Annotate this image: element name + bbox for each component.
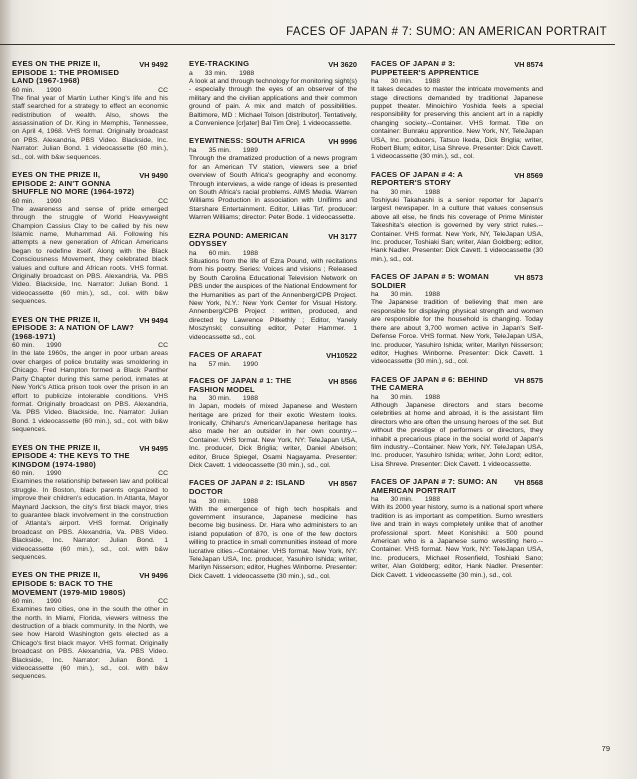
entry-meta-field: CC bbox=[158, 197, 168, 205]
entry-meta-field: 1988 bbox=[424, 78, 440, 86]
entry-title-row bbox=[371, 273, 543, 290]
header-rule bbox=[0, 44, 615, 45]
entry-call-number: VH 9492 bbox=[139, 60, 168, 69]
catalog-entry bbox=[0, 171, 168, 307]
entry-meta-field: 1988 bbox=[424, 496, 440, 504]
entry-meta-field: 60 min. bbox=[12, 470, 35, 478]
entry-title-row bbox=[371, 478, 543, 495]
entry-meta-field: 1988 bbox=[242, 395, 258, 403]
entry-meta-field: CC bbox=[158, 470, 168, 478]
entry-meta-field: 1990 bbox=[46, 598, 62, 606]
entry-meta-field: 1988 bbox=[242, 497, 258, 505]
entry-title-row bbox=[0, 571, 168, 597]
entry-meta bbox=[371, 291, 543, 298]
entry-description: Although Japanese directors and stars become celebrities at home and abroad, it is the assistant film directors who are often the unsung heroes of the set. But without the prestige of performers or directors, they inhabit a precarious place in the social world of Japan's film industry.--Container. New York, NY. TeleJapan USA, Inc. producer, Yasuhiro Ishida; writer, John Lord; editor, Lisa Shreve. Presenter: Dick Cavett. 1 videocassette. bbox=[371, 401, 543, 468]
entry-description: Situations from the life of Ezra Pound, with recitations from his poetry. Series: Voices and visions ; Released by South Carolina Educational Television Network on PBS under the auspices of the National Endowment for the Humanities as part of the Annenberg/CPB Project. New York, N.Y.: New York Center for Visual History. Annenberg/CPB Project : written, produced, and directed by Lawrence Pitkethly ; Editor, Yanely Moszynski; consulting editor, Peter Hammer. 1 videocassette sd., col. bbox=[189, 257, 357, 341]
entry-meta bbox=[189, 70, 357, 77]
entry-meta bbox=[371, 496, 543, 503]
entry-title-row bbox=[189, 351, 357, 360]
entry-meta-field: 60 min. bbox=[12, 86, 35, 94]
entry-call-number: VH 9495 bbox=[139, 443, 168, 453]
entry-title: FACES OF JAPAN # 1: THE FASHION MODEL bbox=[189, 375, 292, 394]
entry-call-number: VH 9494 bbox=[139, 315, 168, 325]
running-header: FACES OF JAPAN # 7: SUMO: AN AMERICAN PORTRAIT bbox=[286, 26, 607, 38]
entry-call-number: VH 3620 bbox=[328, 60, 357, 69]
entry-meta-field: ha bbox=[371, 393, 379, 401]
entry-call-number: VH10522 bbox=[326, 350, 357, 360]
entry-meta bbox=[189, 395, 357, 402]
entry-meta bbox=[189, 361, 357, 368]
entry-meta-field: ha bbox=[189, 360, 197, 368]
entry-meta-field: 1990 bbox=[46, 86, 62, 94]
entry-title-row bbox=[189, 377, 357, 394]
catalog-entry bbox=[0, 444, 168, 563]
column-3 bbox=[371, 60, 543, 589]
entry-meta-field: 60 min. bbox=[12, 342, 35, 350]
entry-meta-field: 30 min. bbox=[390, 189, 413, 197]
entry-meta-field: ha bbox=[371, 78, 379, 86]
entry-title: FACES OF JAPAN # 2: ISLAND DOCTOR bbox=[189, 478, 306, 496]
catalog-entry bbox=[371, 60, 543, 162]
entry-description: The Japanese tradition of believing that men are responsible for displaying physical strength and women are responsible for the household is changing. Today there are about 3,700 women active in Japan's Self-Defense Force. VHS format. New York, TeleJapan USA, Inc. producer, Yasuhiro Ishida; writer, Marilyn Nisserson; editor, Hughes Winborne. Presenter: Dick Cavett. 1 videocassette (30 min.), sd., col. bbox=[371, 299, 543, 366]
entry-meta-field: 1990 bbox=[242, 360, 258, 368]
catalog-entry bbox=[371, 273, 543, 366]
entry-description: With its 2000 year history, sumo is a national sport where tradition is as important as competition. Sumo wrestlers live and train in ways completely unlike that of another professional sport. Meet Konishiki: a 500 pound American who is a Japanese sumo wrestling hero.--Container. VHS format. New York, NY: TeleJapan USA, Inc. producers, Michael Rosenfield, Toshiaki Sano; writer, Alan Goldberg; editor, Hank Nadler. Presenter: Dick Cavett. 1 videocassette (30 min.), sd., col. bbox=[371, 504, 543, 579]
entry-title-row bbox=[189, 60, 357, 69]
entry-meta-field: 30 min. bbox=[208, 395, 231, 403]
catalog-entry bbox=[0, 571, 168, 681]
entry-meta-field: 30 min. bbox=[208, 497, 231, 505]
entry-meta-field: 1989 bbox=[242, 147, 258, 155]
entry-meta-field: 1988 bbox=[424, 393, 440, 401]
entry-description: In Japan, models of mixed Japanese and Western heritage are prized for their exotic Western looks. Ironically, Chiharu's American/Japanese heritage has also made her an outsider in her own country.--Container. VHS format. New York, NY: TeleJapan USA, Inc. producer, Dick Briglia; writer, Daniel Abelson; editor, Bruce Spiegel, Osami Nagayama. Presenter: Dick Cavett. 1 videocassette (30 min.), sd., col. bbox=[189, 403, 357, 469]
entry-meta bbox=[371, 189, 543, 196]
catalog-entry bbox=[189, 232, 357, 342]
entry-title: FACES OF ARAFAT bbox=[189, 349, 263, 359]
entry-title: EYEWITNESS: SOUTH AFRICA bbox=[189, 136, 306, 146]
column-2 bbox=[189, 60, 357, 590]
entry-meta-field: 33 min. bbox=[204, 70, 228, 77]
entry-description: Through the dramatized production of a news program for an American TV station, viewers see a brief overview of South Africa's geography and economy. Through interviews, a wide range of ideas is presented on South Africa's racial problems. AIMS Media. Warren Williams Production in association with Unifilms and Starshare Entertainment. Editor, Lillias Tirf. producer: Warren Williams; director: Peter Bode. 1 videocassette. bbox=[189, 155, 357, 222]
entry-title: FACES OF JAPAN # 4: A REPORTER'S STORY bbox=[371, 169, 463, 188]
entry-description: A look at and through technology for monitoring sight(s) - especially through the eyes of an observer of the military and the civilian applications and their common ground of pain. A mix and match of possibilities. Baltimore, MD : Michael Tolson [distributor]. Tentatively, a Convenience [cr]ater] Bal Tim Ore]. 1 videocassette. bbox=[189, 78, 357, 128]
entry-meta-field: CC bbox=[158, 598, 168, 606]
entry-call-number: VH 3177 bbox=[328, 231, 357, 241]
entry-call-number: VH 8566 bbox=[328, 376, 357, 386]
entry-description: Examines the relationship between law and political struggle. In Boston, black parents organized to improve their children's education. In Atlanta, Mayor Maynard Jackson, the city's first black mayor, tries to guarantee black involvement in the construction of Atlanta's airport. VHS format. Originally broadcast on PBS. Alexandria, Va. PBS Video. Blackside, Inc. Narrator: Julian Bond. 1 videocassette (60 min.), sd., col. with b&w sequences. bbox=[12, 478, 168, 561]
entry-meta-field: ha bbox=[189, 497, 197, 505]
entry-meta bbox=[0, 87, 168, 94]
entry-meta-field: CC bbox=[158, 342, 168, 350]
entry-title: FACES OF JAPAN # 7: SUMO: AN AMERICAN PORTRAIT bbox=[371, 477, 498, 495]
catalog-entry bbox=[189, 377, 357, 470]
entry-description: In the late 1960s, the anger in poor urban areas over charges of police brutality was smoldering in Chicago. Fred Hampton formed a Black Panther Party Chapter during this same period, inmates at New York's Attica prison took over the prison in an effort to publicize intolerable conditions. VHS format. Originally broadcast on PBS. Alexandria, Va. PBS Video. Blackside, Inc. Narrator: Julian Bond. 1 videocassette (60 min.), sd., col. with b&w sequences. bbox=[12, 350, 168, 434]
entry-meta-field: 1990 bbox=[46, 470, 62, 478]
entry-description: With the emergence of high tech hospitals and government insurance, Japanese medicine has become big business. Dr. Hara who administers to an island population of 870, is one of the few doctors willing to practice in small communities instead of more lucrative cities.--Container. VHS format. New York, NY: TeleJapan USA, Inc. producer, Yasuhiro Ishida; writer, Marilyn Nisserson; editor, Hughes Winborne. Presenter: Dick Cavett. 1 videocassette (30 min.), sd., col. bbox=[189, 505, 357, 580]
page-number: 79 bbox=[601, 744, 610, 753]
catalog-entry bbox=[0, 60, 168, 162]
entry-description: Toshiyuki Takahashi is a senior reporter for Japan's largest newspaper. In a culture that values consensus above all else, he finds his coverage of Prime Minister Takeshita's election is governed by very strict rules.--Container. VHS format. New York, NY, TeleJapan USA, Inc. producer, Toshiaki San; writer, Alan Goldberg; editor, Hank Nadler. Presenter: Dick Cavett. 1 videocassette (30 min.), sd., col. bbox=[371, 197, 543, 263]
entry-meta-field: ha bbox=[371, 496, 379, 504]
catalog-entry bbox=[371, 376, 543, 469]
entry-description: The final year of Martin Luther King's life and his staff searched for a strategy to effect an economic redistribution of wealth. Also, shows the assassination of Dr. King in Memphis, Tennessee, on April 4, 1968. VHS format. Originally broadcast on PBS. Alexandria, PBS Video. Blackside, Inc. Narrator: Julian Bond. 1 videocassette (60 min.), sd., col. with b&w sequences. bbox=[12, 94, 168, 161]
entry-meta-field: 30 min. bbox=[390, 291, 413, 299]
entry-call-number: VH 8568 bbox=[514, 478, 543, 488]
entry-title: EYES ON THE PRIZE II, EPISODE 2: AIN'T GONNA SHUFFLE NO MORE (1964-1972) bbox=[12, 170, 135, 197]
entry-title: EYE-TRACKING bbox=[189, 59, 250, 68]
entry-meta bbox=[189, 147, 357, 154]
entry-meta bbox=[0, 470, 168, 477]
entry-meta-field: 1988 bbox=[424, 291, 440, 299]
entry-title-row bbox=[0, 171, 168, 197]
entry-meta bbox=[371, 78, 543, 85]
entry-title: EYES ON THE PRIZE II, EPISODE 5: BACK TO THE MOVEMENT (1979-MID 1980S) bbox=[12, 570, 126, 597]
entry-description: Examines two cities, one in the south the other in the north. In Miami, Florida, viewers witness the destruction of a black community. In the North, we see how Harold Washington gets elected as a Chicago's first black mayor. VHS format. Originally broadcast on PBS. Alexandria, Va. PBS Video. Blackside, Inc. Narrator: Julian Bond. 1 videocassette (60 min.), sd., col. with b&w sequences. bbox=[12, 606, 168, 681]
entry-meta bbox=[0, 198, 168, 205]
entry-meta-field: 35 min. bbox=[208, 147, 231, 155]
entry-title: FACES OF JAPAN # 3: PUPPETEER'S APPRENTICE bbox=[371, 59, 480, 77]
entry-title: EYES ON THE PRIZE II, EPISODE 1: THE PROMISED LAND (1967-1968) bbox=[12, 59, 120, 86]
entry-meta-field: 60 min. bbox=[12, 197, 35, 205]
entry-meta-field: CC bbox=[158, 86, 168, 94]
entry-meta-field: a bbox=[189, 70, 193, 77]
entry-title-row bbox=[371, 376, 543, 393]
entry-meta-field: 60 min. bbox=[12, 598, 35, 606]
entry-title: EZRA POUND: AMERICAN ODYSSEY bbox=[189, 230, 289, 249]
entry-meta-field: ha bbox=[189, 147, 197, 155]
entry-title-row bbox=[189, 232, 357, 249]
catalog-entry bbox=[371, 478, 543, 580]
entry-title: EYES ON THE PRIZE II, EPISODE 4: THE KEYS TO THE KINGDOM (1974-1980) bbox=[12, 442, 130, 469]
entry-meta-field: ha bbox=[189, 395, 197, 403]
catalog-entry bbox=[0, 316, 168, 435]
entry-meta bbox=[189, 250, 357, 257]
entry-call-number: VH 8575 bbox=[514, 375, 543, 385]
entry-title-row bbox=[189, 137, 357, 146]
entry-title-row bbox=[189, 479, 357, 496]
catalog-entry bbox=[189, 60, 357, 128]
entry-call-number: VH 8573 bbox=[514, 273, 543, 283]
entry-meta-field: ha bbox=[371, 291, 379, 299]
entry-title-row bbox=[0, 316, 168, 342]
entry-meta-field: 57 min. bbox=[208, 360, 231, 368]
entry-meta-field: 1988 bbox=[239, 70, 255, 77]
entry-description: The awareness and sense of pride emerged through the struggle of World Heavyweight Champion Cassius Clay to be called by his new Islamic name, Muhammad Ali. Following his attempts a new generation of African Americans began to redefine itself. Along with the Black Consciousness Movement, they celebrated black values and culture and African roots. VHS format. Originally broadcast on PBS. Alexandria, Va. PBS Video. Blackside, Inc. Narrator: Julian Bond. 1 videocassette (60 min.), sd., col. with b&w sequences. bbox=[12, 205, 168, 306]
entry-meta-field: ha bbox=[189, 249, 197, 257]
entry-call-number: VH 9490 bbox=[139, 171, 168, 181]
entry-title-row bbox=[371, 171, 543, 188]
entry-meta-field: 30 min. bbox=[390, 393, 413, 401]
catalog-entry bbox=[371, 171, 543, 264]
catalog-entry bbox=[189, 137, 357, 222]
entry-call-number: VH 8574 bbox=[514, 60, 543, 69]
catalog-entry bbox=[189, 351, 357, 368]
column-1 bbox=[0, 60, 168, 691]
entry-description: It takes decades to master the intricate movements and stage directions demanded by traditional Japanese puppet theater. Minoichiro Yoshida feels a special responsibility for preserving this ancient art in a rapidly changing society.--Container. VHS format. Title on container: Bunraku apprentice. New York, NY, TeleJapan USA, Inc. producers, Tatsuo Ikeda, Dick Briglia; writer, Robert Blum; editor, Lisa Shreve. Presenter: Dick Cavett. 1 videocassette (30 min.), sd., col. bbox=[371, 86, 543, 161]
entry-title-row bbox=[0, 444, 168, 470]
entry-meta-field: 1990 bbox=[46, 342, 62, 350]
entry-meta-field: 1990 bbox=[46, 197, 62, 205]
entry-call-number: VH 8569 bbox=[514, 170, 543, 180]
entry-meta bbox=[371, 394, 543, 401]
entry-meta-field: 60 min. bbox=[208, 249, 231, 257]
entry-title: FACES OF JAPAN # 5: WOMAN SOLDIER bbox=[371, 272, 489, 290]
entry-meta-field: 30 min. bbox=[390, 496, 413, 504]
entry-meta-field: 30 min. bbox=[390, 78, 413, 86]
entry-call-number: VH 8567 bbox=[328, 479, 357, 489]
entry-meta bbox=[0, 342, 168, 349]
entry-title-row bbox=[371, 60, 543, 77]
entry-title: EYES ON THE PRIZE II, EPISODE 3: A NATION OF LAW? (1968-1971) bbox=[12, 314, 134, 341]
entry-meta-field: 1988 bbox=[424, 189, 440, 197]
entry-title-row bbox=[0, 60, 168, 86]
entry-meta bbox=[0, 598, 168, 605]
entry-title: FACES OF JAPAN # 6: BEHIND THE CAMERA bbox=[371, 374, 488, 393]
entry-call-number: VH 9496 bbox=[139, 571, 168, 581]
entry-call-number: VH 9996 bbox=[328, 137, 357, 147]
entry-meta-field: 1988 bbox=[242, 249, 258, 257]
entry-meta-field: ha bbox=[371, 189, 379, 197]
catalog-entry bbox=[189, 479, 357, 581]
entry-meta bbox=[189, 498, 357, 505]
